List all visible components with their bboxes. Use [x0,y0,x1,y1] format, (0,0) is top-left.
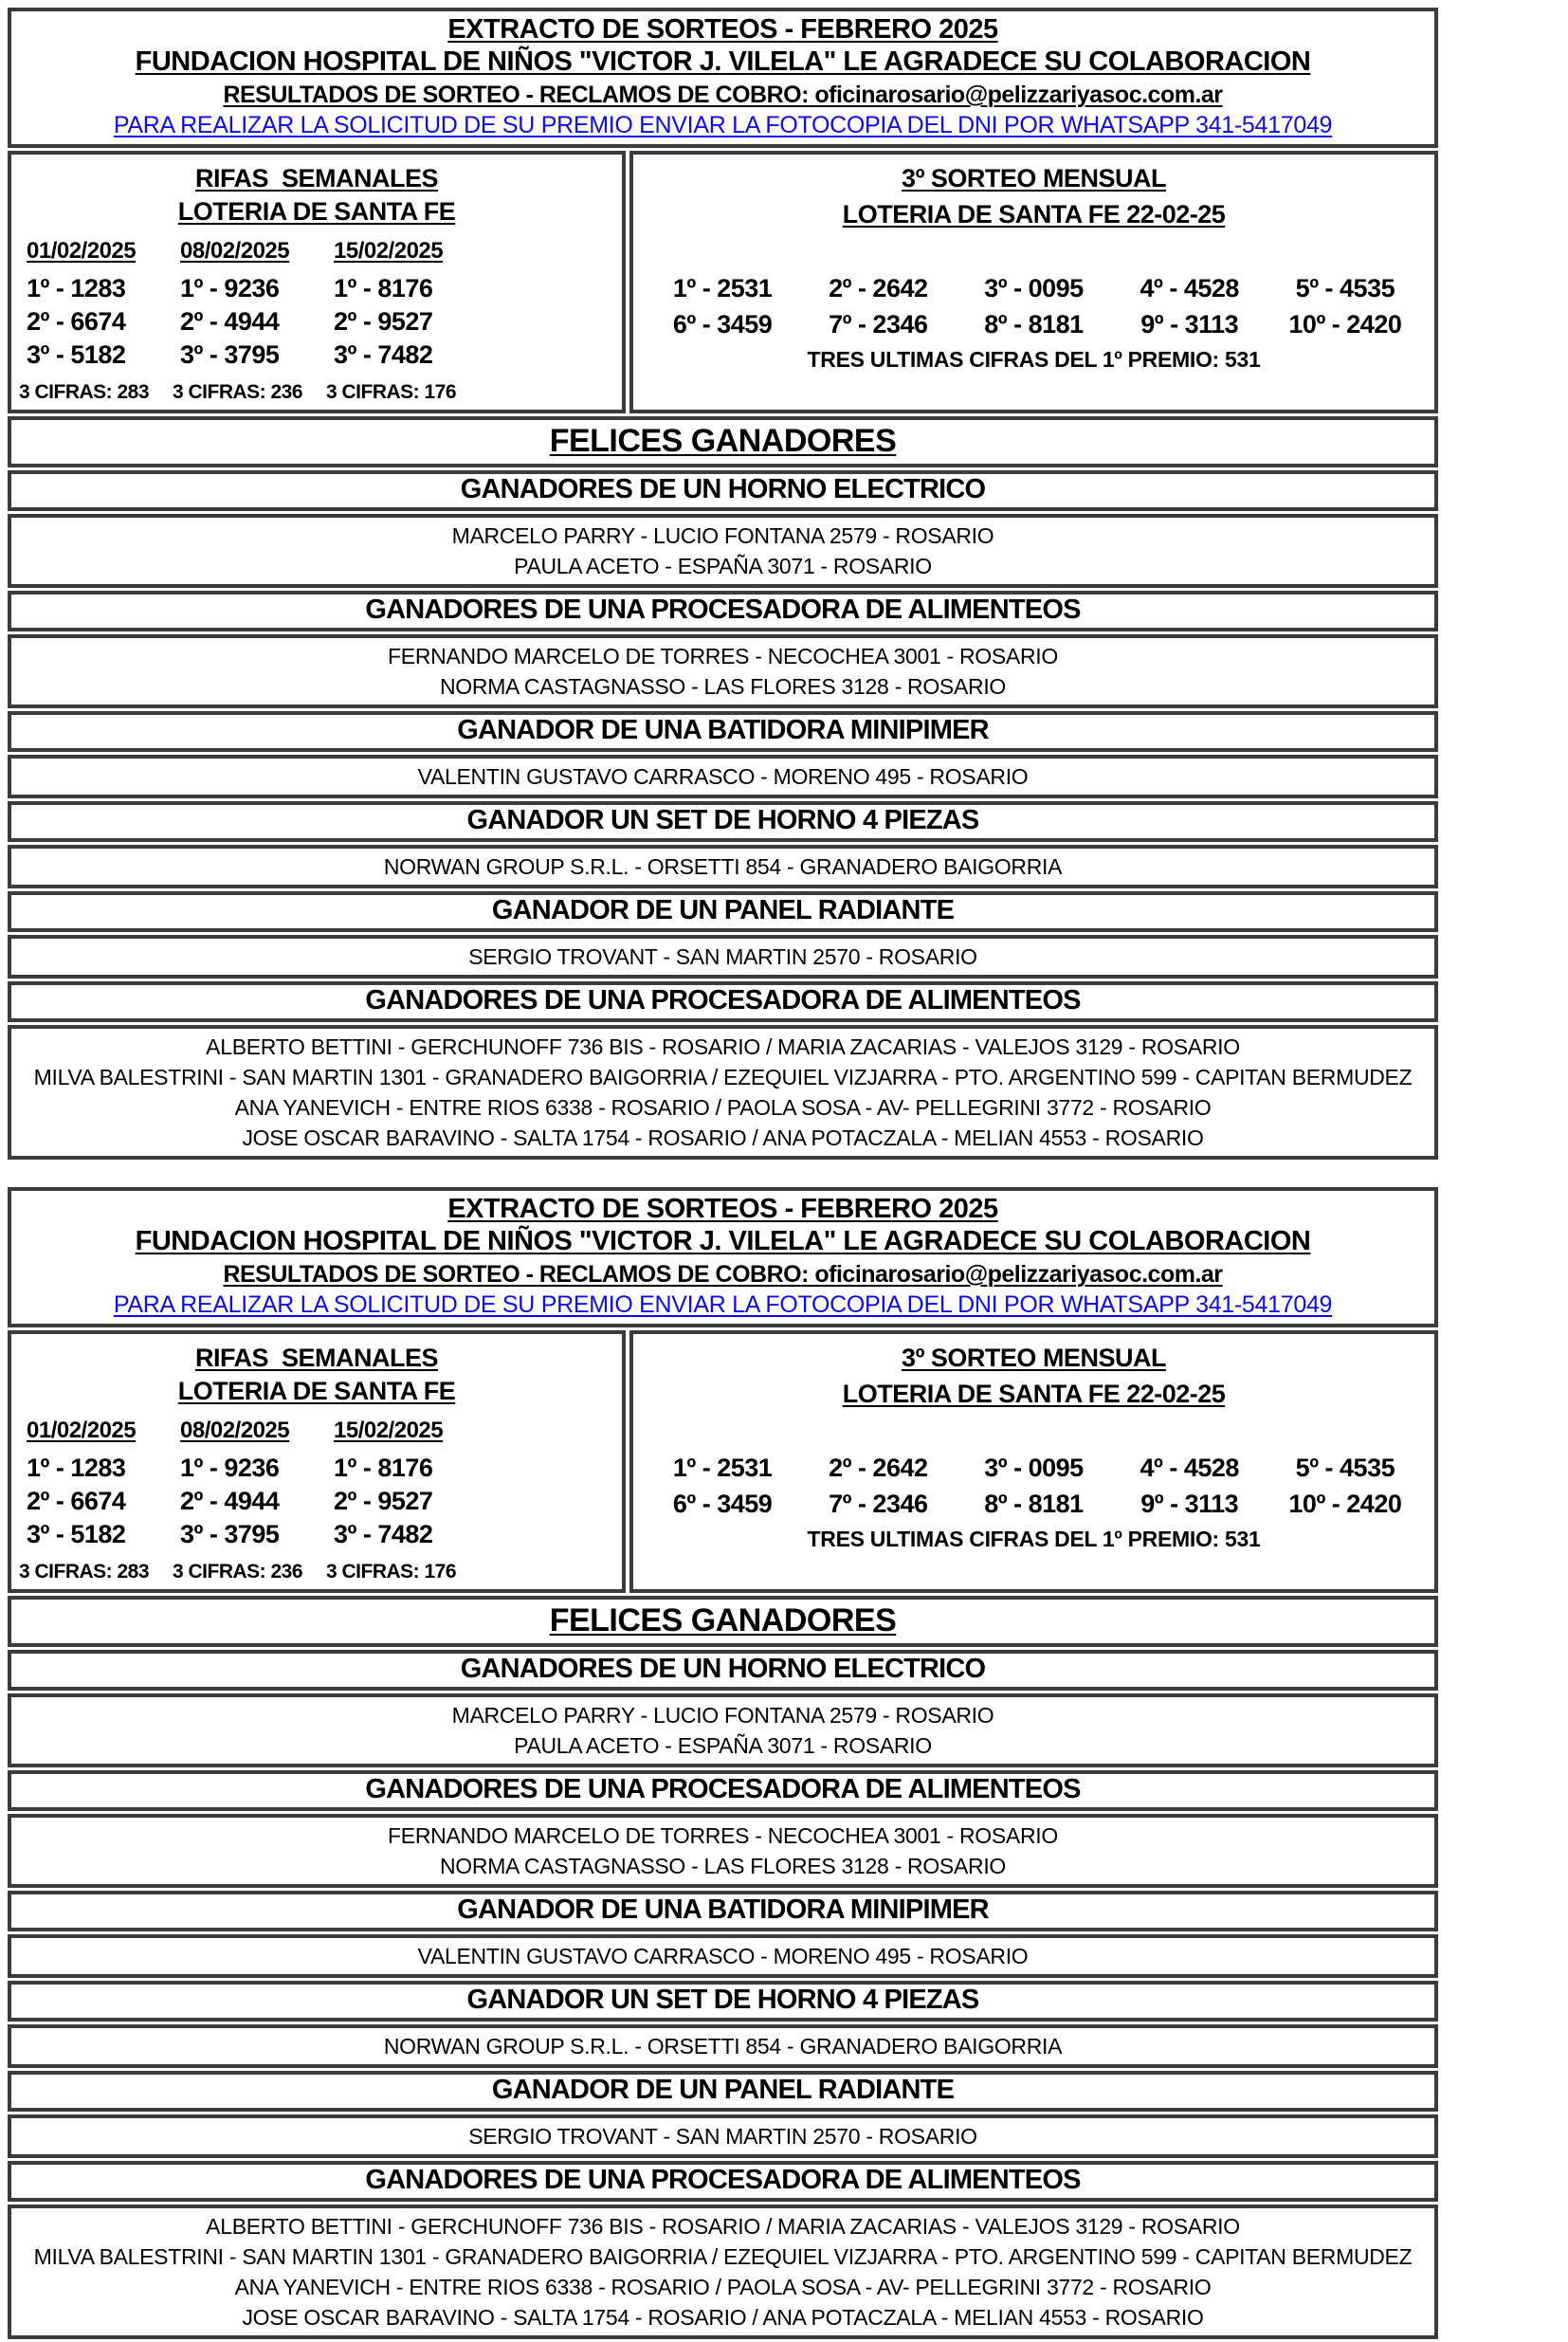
happy-winners-banner: FELICES GANADORES [8,1596,1438,1647]
prize-result: 1º - 1283 [27,1454,126,1482]
draws-row [8,151,1438,416]
three-digits-result: 3 CIFRAS: 236 [173,381,303,403]
prize-winners-box [8,634,1438,708]
whatsapp-instruction-link[interactable]: PARA REALIZAR LA SOLICITUD DE SU PREMIO ENVIAR LA FOTOCOPIA DEL DNI POR WHATSAPP 341-5417049 [113,112,1333,138]
prize-result: 1º - 8176 [334,274,433,302]
monthly-title: 3º SORTEO MENSUAL [902,1344,1166,1372]
prize-result: 5º - 4535 [1295,274,1395,302]
weekly-column [334,1416,495,1551]
prize-section-header: GANADORES DE UNA PROCESADORA DE ALIMENTEOS [8,2161,1438,2202]
extract-copy-1 [8,8,1438,1160]
extract-copy-2 [8,1187,1438,2339]
monthly-draw-box [629,151,1438,413]
prize-result: 3º - 7482 [334,340,433,369]
weekly-column [27,236,180,372]
prize-result: 1º - 9236 [180,1454,280,1482]
prize-result: 3º - 3795 [180,340,280,369]
winner-entry: ANA YANEVICH - ENTRE RIOS 6338 - ROSARIO / PAOLA SOSA - AV- PELLEGRINI 3772 - ROSARIO [234,2275,1212,2299]
weekly-column [27,1416,180,1551]
prize-section-header: GANADORES DE UNA PROCESADORA DE ALIMENTEOS [8,981,1438,1022]
prize-result: 9º - 3113 [1140,1490,1239,1518]
prize-result: 2º - 4944 [180,1487,280,1515]
prize-result: 1º - 8176 [334,1454,433,1482]
winner-entry: MARCELO PARRY - LUCIO FONTANA 2579 - ROSARIO [451,523,994,548]
prize-result: 2º - 6674 [27,307,126,336]
prize-winners-box [8,1814,1438,1888]
weekly-results-grid [11,1416,622,1551]
copies-separator [8,1162,1438,1187]
winner-entry: PAULA ACETO - ESPAÑA 3071 - ROSARIO [514,554,932,578]
prize-result: 1º - 2531 [672,1454,773,1482]
weekly-title: RIFAS SEMANALES [194,164,439,192]
prize-result: 2º - 2642 [829,1454,928,1482]
last-three-digits-note: TRES ULTIMAS CIFRAS DEL 1º PREMIO: 531 [807,1527,1261,1551]
winner-entry: MILVA BALESTRINI - SAN MARTIN 1301 - GRANADERO BAIGORRIA / EZEQUIEL VIZJARRA - PTO. ARGENTINO 599 - CAPITAN BERMUDEZ [33,2244,1413,2269]
winner-entry: PAULA ACETO - ESPAÑA 3071 - ROSARIO [514,1733,932,1758]
prize-section-header: GANADOR DE UN PANEL RADIANTE [8,891,1438,932]
prize-result: 3º - 0095 [984,274,1084,302]
prize-result: 7º - 2346 [829,1490,928,1518]
prize-section-header: GANADORES DE UNA PROCESADORA DE ALIMENTEOS [8,1770,1438,1811]
weekly-column [180,236,334,372]
prize-result: 2º - 2642 [829,274,928,302]
prize-winners-box [8,935,1438,979]
prize-result: 3º - 5182 [27,340,126,369]
page-title: EXTRACTO DE SORTEOS - FEBRERO 2025 [447,1194,998,1224]
prize-result: 6º - 3459 [672,310,773,338]
prize-result: 3º - 5182 [27,1520,126,1548]
weekly-raffles-box [8,151,626,413]
winner-entry: ALBERTO BETTINI - GERCHUNOFF 736 BIS - ROSARIO / MARIA ZACARIAS - VALEJOS 3129 - ROSARIO [206,2214,1240,2239]
three-digits-result: 3 CIFRAS: 176 [326,381,457,403]
results-claims-line [11,1258,1434,1290]
weekly-raffles-box [8,1330,626,1593]
draw-date: 01/02/2025 [27,1418,137,1443]
prize-result: 4º - 4528 [1140,1454,1239,1482]
winner-entry: NORMA CASTAGNASSO - LAS FLORES 3128 - ROSARIO [439,1854,1006,1878]
last-three-digits-note: TRES ULTIMAS CIFRAS DEL 1º PREMIO: 531 [807,347,1261,372]
three-digits-result: 3 CIFRAS: 176 [326,1561,457,1583]
monthly-results-grid [645,1451,1423,1521]
organization-title: FUNDACION HOSPITAL DE NIÑOS "VICTOR J. VILELA" LE AGRADECE SU COLABORACION [135,1226,1311,1256]
winner-entry: FERNANDO MARCELO DE TORRES - NECOCHEA 3001 - ROSARIO [388,1823,1058,1848]
prize-winners-box [8,755,1438,798]
three-digits-row [11,381,622,404]
winner-entry: NORMA CASTAGNASSO - LAS FLORES 3128 - ROSARIO [439,674,1006,699]
winner-entry: SERGIO TROVANT - SAN MARTIN 2570 - ROSARIO [468,944,977,969]
monthly-title: 3º SORTEO MENSUAL [902,164,1166,192]
organization-title: FUNDACION HOSPITAL DE NIÑOS "VICTOR J. VILELA" LE AGRADECE SU COLABORACION [135,46,1311,77]
winner-entry: MARCELO PARRY - LUCIO FONTANA 2579 - ROSARIO [451,1703,994,1728]
monthly-subtitle: LOTERIA DE SANTA FE 22-02-25 [842,200,1226,229]
winner-entry: VALENTIN GUSTAVO CARRASCO - MORENO 495 - ROSARIO [417,1944,1029,1968]
draw-date: 15/02/2025 [334,238,444,264]
document-header [8,1187,1438,1327]
prize-section-header: GANADORES DE UN HORNO ELECTRICO [8,1650,1438,1691]
three-digits-row [11,1561,622,1583]
prize-result: 10º - 2420 [1288,310,1402,338]
draw-date: 15/02/2025 [334,1418,444,1443]
prize-section-header: GANADOR DE UNA BATIDORA MINIPIMER [8,711,1438,752]
prize-result: 6º - 3459 [672,1490,773,1518]
draw-date: 01/02/2025 [27,238,137,264]
prize-result: 1º - 9236 [180,274,280,302]
weekly-column [334,236,495,372]
prize-winners-box [8,2024,1438,2068]
winner-entry: ANA YANEVICH - ENTRE RIOS 6338 - ROSARIO / PAOLA SOSA - AV- PELLEGRINI 3772 - ROSARIO [234,1095,1212,1120]
three-digits-result: 3 CIFRAS: 283 [19,1561,150,1583]
prize-winners-box [8,845,1438,888]
winner-entry: MILVA BALESTRINI - SAN MARTIN 1301 - GRANADERO BAIGORRIA / EZEQUIEL VIZJARRA - PTO. ARGENTINO 599 - CAPITAN BERMUDEZ [33,1065,1413,1089]
prize-result: 2º - 6674 [27,1487,126,1515]
prize-winners-box [8,2205,1438,2339]
draws-row [8,1330,1438,1596]
prize-result: 2º - 9527 [334,1487,433,1515]
prize-result: 9º - 3113 [1140,310,1239,338]
winner-entry: NORWAN GROUP S.R.L. - ORSETTI 854 - GRANADERO BAIGORRIA [383,2034,1063,2058]
prize-result: 3º - 3795 [180,1520,280,1548]
winner-entry: NORWAN GROUP S.R.L. - ORSETTI 854 - GRANADERO BAIGORRIA [383,854,1063,879]
prize-result: 7º - 2346 [829,310,928,338]
draw-date: 08/02/2025 [180,1418,290,1443]
prize-result: 4º - 4528 [1140,274,1239,302]
three-digits-result: 3 CIFRAS: 236 [173,1561,303,1583]
results-claims-label: RESULTADOS DE SORTEO - RECLAMOS DE COBRO: [223,1261,815,1288]
prize-section-header: GANADOR UN SET DE HORNO 4 PIEZAS [8,801,1438,842]
claims-email-link[interactable]: oficinarosario@pelizzariyasoc.com.ar [814,82,1223,108]
winner-entry: JOSE OSCAR BARAVINO - SALTA 1754 - ROSARIO / ANA POTACZALA - MELIAN 4553 - ROSARIO [242,2305,1204,2330]
results-claims-label: RESULTADOS DE SORTEO - RECLAMOS DE COBRO: [223,82,815,108]
weekly-title: RIFAS SEMANALES [194,1344,439,1372]
prize-winners-box [8,1934,1438,1978]
winner-entry: FERNANDO MARCELO DE TORRES - NECOCHEA 3001 - ROSARIO [388,644,1058,668]
prize-winners-box [8,1693,1438,1767]
monthly-results-grid [645,271,1423,341]
prize-result: 1º - 1283 [27,274,126,302]
prize-result: 3º - 0095 [984,1454,1084,1482]
happy-winners-banner: FELICES GANADORES [8,416,1438,467]
monthly-subtitle: LOTERIA DE SANTA FE 22-02-25 [842,1380,1226,1408]
prize-section-header: GANADORES DE UN HORNO ELECTRICO [8,470,1438,511]
claims-email-link[interactable]: oficinarosario@pelizzariyasoc.com.ar [814,1261,1223,1288]
three-digits-result: 3 CIFRAS: 283 [19,381,150,403]
prize-result: 8º - 8181 [984,310,1084,338]
prize-result: 1º - 2531 [672,274,773,302]
prize-winners-box [8,514,1438,588]
prize-winners-box [8,2114,1438,2158]
weekly-results-grid [11,236,622,372]
draw-date: 08/02/2025 [180,238,290,264]
weekly-column [180,1416,334,1551]
prize-section-header: GANADOR UN SET DE HORNO 4 PIEZAS [8,1981,1438,2022]
document-header [8,8,1438,148]
prize-result: 8º - 8181 [984,1490,1084,1518]
winner-entry: VALENTIN GUSTAVO CARRASCO - MORENO 495 - ROSARIO [417,764,1029,789]
page-title: EXTRACTO DE SORTEOS - FEBRERO 2025 [447,14,998,45]
monthly-draw-box [629,1330,1438,1593]
prize-result: 3º - 7482 [334,1520,433,1548]
prize-section-header: GANADOR DE UN PANEL RADIANTE [8,2071,1438,2112]
prize-result: 2º - 9527 [334,307,433,336]
prize-result: 10º - 2420 [1288,1490,1402,1518]
weekly-subtitle: LOTERIA DE SANTA FE [177,197,456,226]
weekly-subtitle: LOTERIA DE SANTA FE [177,1377,456,1405]
results-claims-line [11,79,1434,111]
whatsapp-instruction-link[interactable]: PARA REALIZAR LA SOLICITUD DE SU PREMIO ENVIAR LA FOTOCOPIA DEL DNI POR WHATSAPP 341-5417049 [113,1291,1333,1318]
prize-result: 2º - 4944 [180,307,280,336]
winner-entry: JOSE OSCAR BARAVINO - SALTA 1754 - ROSARIO / ANA POTACZALA - MELIAN 4553 - ROSARIO [242,1125,1204,1150]
winner-entry: ALBERTO BETTINI - GERCHUNOFF 736 BIS - ROSARIO / MARIA ZACARIAS - VALEJOS 3129 - ROSARIO [206,1034,1240,1059]
prize-result: 5º - 4535 [1295,1454,1395,1482]
prize-winners-box [8,1025,1438,1160]
winner-entry: SERGIO TROVANT - SAN MARTIN 2570 - ROSARIO [468,2124,977,2149]
prize-section-header: GANADORES DE UNA PROCESADORA DE ALIMENTEOS [8,591,1438,631]
prize-section-header: GANADOR DE UNA BATIDORA MINIPIMER [8,1891,1438,1931]
